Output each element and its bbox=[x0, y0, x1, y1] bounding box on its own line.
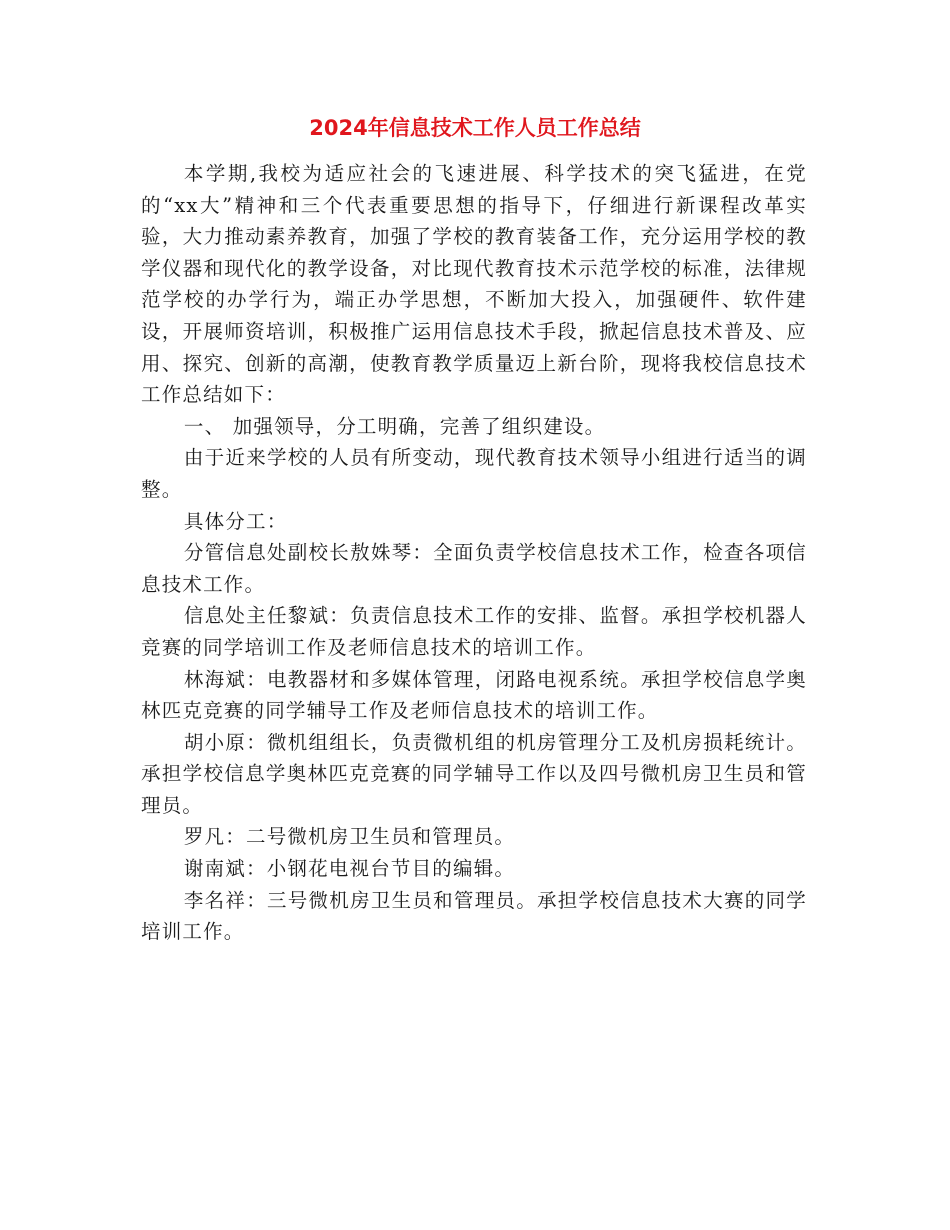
document-title: 2024年信息技术工作人员工作总结 bbox=[309, 116, 641, 140]
paragraph-adjustment: 由于近来学校的人员有所变动，现代教育技术领导小组进行适当的调整。 bbox=[141, 446, 807, 501]
paragraph-staff-li-mingxiang: 李名祥：三号微机房卫生员和管理员。承担学校信息技术大赛的同学培训工作。 bbox=[141, 888, 807, 944]
paragraph-division-label: 具体分工： bbox=[183, 509, 288, 533]
paragraph-staff-hu: 胡小原：微机组组长，负责微机组的机房管理分工及机房损耗统计。承担学校信息学奥林匹克竞赛的同学辅导工作以及四号微机房卫生员和管理员。 bbox=[141, 730, 807, 817]
document-body bbox=[141, 158, 807, 948]
paragraph-staff-lin: 林海斌：电教器材和多媒体管理，闭路电视系统。承担学校信息学奥林匹克竞赛的同学辅导工作及老师信息技术的培训工作。 bbox=[141, 667, 807, 723]
paragraph-staff-xie: 谢南斌：小钢花电视台节目的编辑。 bbox=[183, 857, 516, 881]
section-heading-1: 一、 加强领导，分工明确，完善了组织建设。 bbox=[183, 414, 606, 438]
paragraph-staff-ao: 分管信息处副校长敖姝琴：全面负责学校信息技术工作，检查各项信息技术工作。 bbox=[141, 541, 807, 596]
paragraph-staff-li-bin: 信息处主任黎斌：负责信息技术工作的安排、监督。承担学校机器人竞赛的同学培训工作及老师信息技术的培训工作。 bbox=[141, 604, 807, 659]
paragraph-intro: 本学期,我校为适应社会的飞速进展、科学技术的突飞猛进，在党的“xx大”精神和三个代表重要思想的指导下，仔细进行新课程改革实验，大力推动素养教育，加强了学校的教育装备工作，充分运用学校的教学仪器和现代化的教学设备，对比现代教育技术示范学校的标准，法律规范学校的办学行为，端正办学思想，不断加大投入，加强硬件、软件建设，开展师资培训，积极推广运用信息技术手段，掀起信息技术普及、应用、探究、创新的高潮，使教育教学质量迈上新台阶，现将我校信息技术工作总结如下： bbox=[141, 162, 807, 407]
paragraph-staff-luo: 罗凡：二号微机房卫生员和管理员。 bbox=[183, 825, 516, 849]
